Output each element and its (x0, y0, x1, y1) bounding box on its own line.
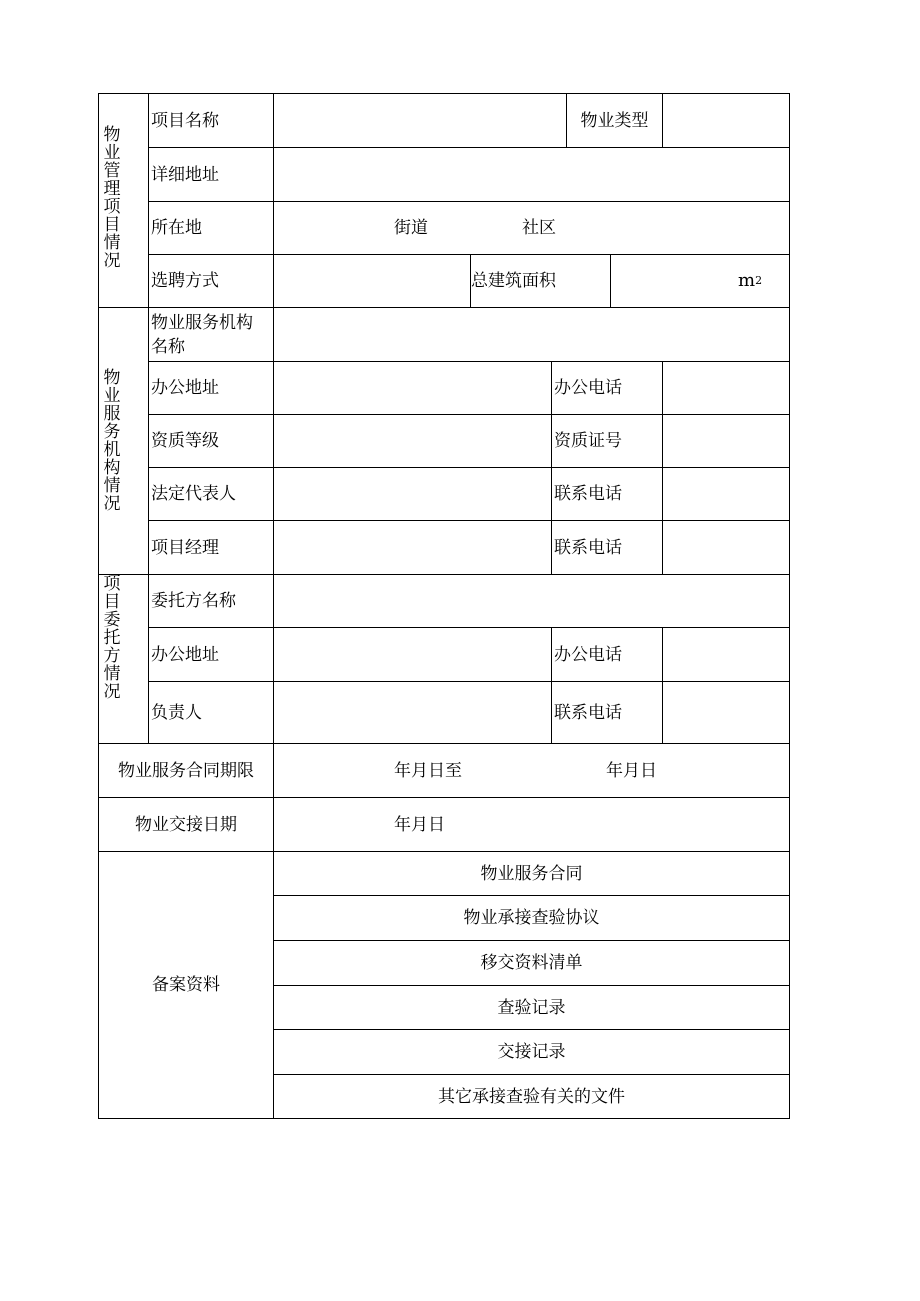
handover-date-label: 物业交接日期 (135, 814, 237, 835)
contact-phone-label: 联系电话 (554, 537, 622, 558)
filing-item: 物业服务合同 (480, 863, 583, 884)
person-in-charge-label: 负责人 (151, 702, 202, 723)
client-name-label: 委托方名称 (151, 591, 236, 611)
filing-item: 移交资料清单 (480, 953, 583, 973)
street-label: 街道 (394, 218, 428, 238)
table-border-bottom (98, 1118, 790, 1119)
area-unit-base: m (738, 270, 756, 291)
org-name-label: 物业服务机构名称 (151, 312, 253, 357)
contact-phone-label: 联系电话 (554, 702, 622, 723)
address-label: 详细地址 (151, 164, 219, 185)
office-phone-label: 办公电话 (554, 378, 622, 398)
contract-term-start: 年月日至 (394, 760, 462, 781)
area-unit (738, 255, 778, 307)
contract-term-label: 物业服务合同期限 (118, 760, 254, 781)
project-manager-label: 项目经理 (151, 537, 219, 558)
section-label-service-org: 物业服务机构情况 (103, 368, 121, 514)
filing-item: 交接记录 (497, 1042, 566, 1062)
filing-label: 备案资料 (152, 975, 220, 995)
office-address-label: 办公地址 (151, 378, 219, 398)
filing-item: 物业承接查验协议 (463, 908, 600, 928)
project-name-label: 项目名称 (151, 110, 219, 131)
total-area-label: 总建筑面积 (471, 271, 556, 291)
legal-rep-label: 法定代表人 (151, 484, 236, 504)
contact-phone-label: 联系电话 (554, 484, 622, 504)
section-label-client: 项目委托方情况 (103, 574, 121, 702)
office-address-label: 办公地址 (151, 644, 219, 665)
qualification-level-label: 资质等级 (151, 431, 219, 451)
col-divider (610, 254, 611, 308)
selection-method-label: 选聘方式 (151, 271, 219, 291)
property-type-label: 物业类型 (580, 110, 649, 131)
community-label: 社区 (522, 218, 556, 238)
handover-date-value: 年月日 (394, 814, 445, 835)
qualification-cert-label: 资质证号 (554, 431, 622, 451)
filing-item: 查验记录 (497, 997, 566, 1018)
table-border-right (789, 93, 790, 1119)
area-unit-superscript: 2 (755, 274, 763, 287)
col-divider (662, 361, 663, 575)
location-label: 所在地 (151, 218, 202, 238)
col-divider (662, 627, 663, 744)
office-phone-label: 办公电话 (554, 644, 622, 665)
filing-item: 其它承接查验有关的文件 (438, 1086, 625, 1107)
col-divider (662, 93, 663, 148)
section-label-project: 物业管理项目情况 (103, 125, 121, 271)
contract-term-end: 年月日 (606, 760, 657, 781)
